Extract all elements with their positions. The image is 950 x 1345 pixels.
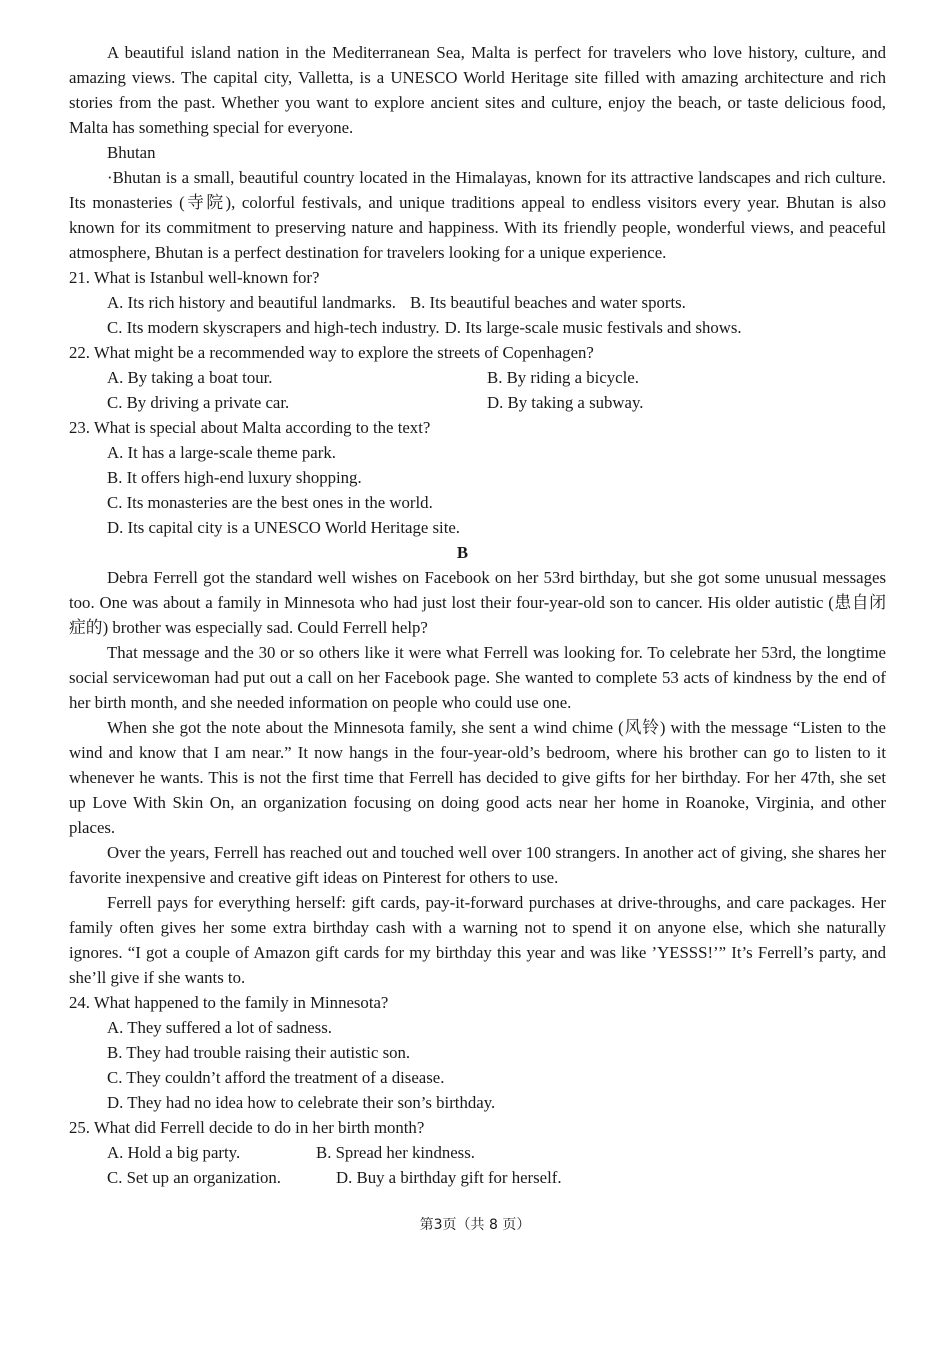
passage-b-paragraph: Over the years, Ferrell has reached out and touched well over 100 strangers. In another act of giving, she shares her favorite inexpensive and creative gift ideas on Pinterest for others to use. bbox=[69, 843, 886, 887]
exam-page bbox=[69, 40, 886, 1190]
option-a: A. Hold a big party. bbox=[107, 1143, 241, 1162]
options-row bbox=[69, 290, 886, 315]
question-stem: 25. What did Ferrell decide to do in her birth month? bbox=[69, 1118, 425, 1137]
question-stem: 23. What is special about Malta according to the text? bbox=[69, 418, 431, 437]
option-b: B. They had trouble raising their autistic son. bbox=[107, 1043, 411, 1062]
option-b: B. By riding a bicycle. bbox=[487, 368, 639, 387]
option-d: D. Its capital city is a UNESCO World Heritage site. bbox=[107, 518, 461, 537]
option-a: A. They suffered a lot of sadness. bbox=[107, 1018, 332, 1037]
question-stem: 21. What is Istanbul well-known for? bbox=[69, 268, 320, 287]
option-c: C. They couldn’t afford the treatment of a disease. bbox=[107, 1068, 445, 1087]
malta-paragraph: A beautiful island nation in the Mediterranean Sea, Malta is perfect for travelers who love history, culture, and amazing views. The capital city, Valletta, is a UNESCO World Heritage site filled with amazing architecture and rich stories from the past. Whether you want to explore ancient sites and culture, enjoy the beach, or taste delicious food, Malta has something special for everyone. bbox=[69, 43, 886, 137]
options-row bbox=[69, 315, 886, 340]
question-stem: 24. What happened to the family in Minnesota? bbox=[69, 993, 389, 1012]
option-a: A. By taking a boat tour. bbox=[107, 368, 273, 387]
options-row bbox=[69, 1165, 886, 1190]
page-number-footer: 第3页（共 8 页） bbox=[419, 1217, 531, 1233]
option-d: D. They had no idea how to celebrate their son’s birthday. bbox=[107, 1093, 496, 1112]
question-stem: 22. What might be a recommended way to explore the streets of Copenhagen? bbox=[69, 343, 594, 362]
question-25 bbox=[69, 1115, 886, 1190]
option-c: C. By driving a private car. bbox=[107, 393, 290, 412]
passage-b-paragraph: When she got the note about the Minnesota family, she sent a wind chime (风铃) with the message “Listen to the wind and know that I am near.” It now hangs in the four-year-old’s bedroom, where his brother can go to listen to it whenever he wants. This is not the first time that Ferrell has decided to give gifts for her birthday. For her 47th, she set up Love With Skin On, an organization focusing on doing good acts near her home in Roanoke, Virginia, and other places. bbox=[69, 718, 886, 837]
option-c: C. Its monasteries are the best ones in the world. bbox=[107, 493, 433, 512]
option-b: B. Its beautiful beaches and water sports. bbox=[409, 293, 686, 312]
passage-b-paragraph: That message and the 30 or so others like it were what Ferrell was looking for. To celebrate her 53rd, the longtime social servicewoman had put out a call on her Facebook page. She wanted to complete 53 acts of kindness by the end of her birth month, and she needed information on people who could use one. bbox=[69, 643, 886, 712]
option-b: B. Spread her kindness. bbox=[316, 1143, 475, 1162]
passage-b-paragraph: Ferrell pays for everything herself: gift cards, pay-it-forward purchases at drive-throughs, and care packages. Her family often gives her some extra birthday cash with a warning not to spend it on anyone else, which she naturally ignores. “I got a couple of Amazon gift cards for my birthday this year and was like ’YESSS!’” It’s Ferrell’s party, and she’ll give if she wants to. bbox=[69, 893, 886, 987]
option-c: C. Set up an organization. bbox=[107, 1168, 281, 1187]
options-grid bbox=[69, 365, 886, 415]
option-d: D. Its large-scale music festivals and shows. bbox=[444, 318, 742, 337]
question-23 bbox=[69, 415, 886, 540]
question-24 bbox=[69, 990, 886, 1115]
section-b-heading: B bbox=[456, 543, 469, 562]
bhutan-paragraph: ·Bhutan is a small, beautiful country located in the Himalayas, known for its attractive landscapes and rich culture. Its monasteries (寺院), colorful festivals, and unique traditions appeal to endless visitors every year. Bhutan is also known for its commitment to preserving nature and happiness. With its friendly people, wonderful views, and peaceful atmosphere, Bhutan is a perfect destination for travelers looking for a unique experience. bbox=[69, 168, 886, 262]
passage-b-paragraph: Debra Ferrell got the standard well wishes on Facebook on her 53rd birthday, but she got some unusual messages too. One was about a family in Minnesota who had just lost their four-year-old son to cancer. His older autistic (患自闭症的) brother was especially sad. Could Ferrell help? bbox=[69, 568, 886, 637]
option-a: A. Its rich history and beautiful landmarks. bbox=[107, 293, 396, 312]
option-a: A. It has a large-scale theme park. bbox=[107, 443, 336, 462]
option-d: D. By taking a subway. bbox=[487, 393, 644, 412]
options-row bbox=[69, 1140, 886, 1165]
question-21 bbox=[69, 265, 886, 340]
option-c: C. Its modern skyscrapers and high-tech industry. bbox=[107, 318, 440, 337]
option-b: B. It offers high-end luxury shopping. bbox=[107, 468, 362, 487]
option-d: D. Buy a birthday gift for herself. bbox=[336, 1168, 562, 1187]
question-22 bbox=[69, 340, 886, 415]
bhutan-heading: Bhutan bbox=[107, 143, 156, 162]
